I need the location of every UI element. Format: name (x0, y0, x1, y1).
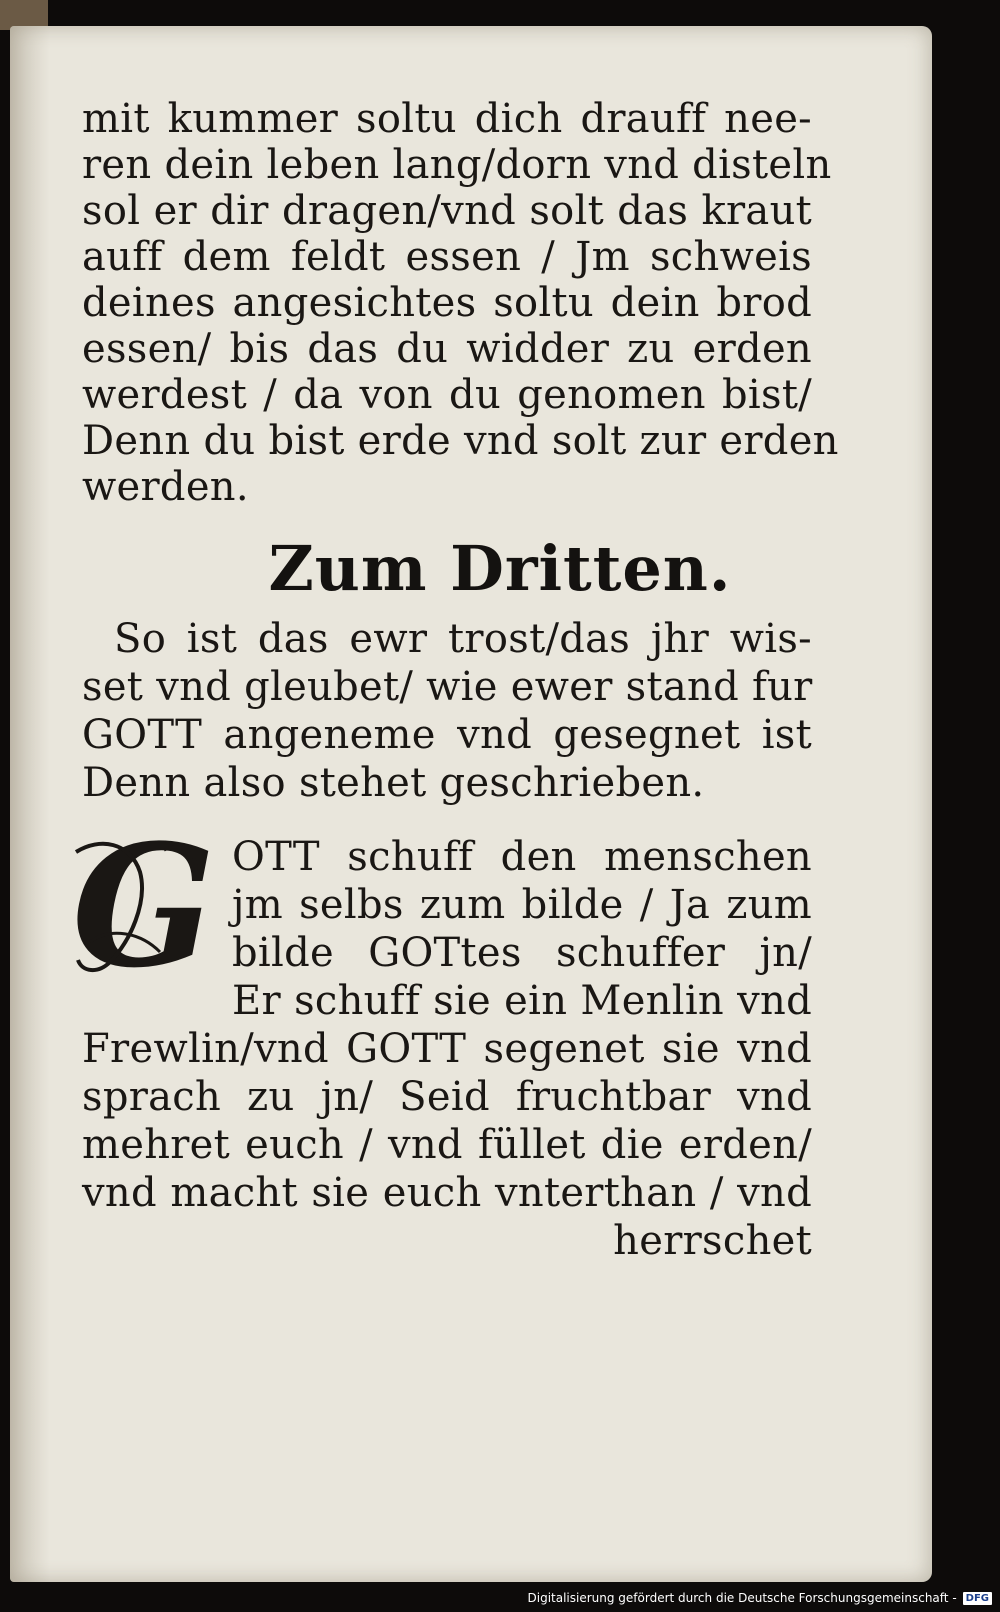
footer-text: Digitalisierung gefördert durch die Deutsche Forschungsgemeinschaft - (527, 1591, 957, 1605)
text-line: mit kummer soltu dich drauff nee- (82, 96, 812, 142)
text-line: OTT schuff den menschen (232, 834, 812, 880)
text-line: sprach zu jn/ Seid fruchtbar vnd (82, 1074, 812, 1120)
text-line: Denn also stehet geschrieben. (82, 760, 705, 806)
text-line: Er schuff sie ein Menlin vnd (232, 978, 812, 1024)
book-page (10, 26, 932, 1582)
text-line: essen/ bis das du widder zu erden (82, 326, 812, 372)
text-line: vnd macht sie euch vnterthan / vnd (82, 1170, 812, 1216)
decorated-initial: G (72, 807, 216, 1005)
catchword: herrschet (613, 1218, 812, 1264)
digitization-footer (528, 1586, 993, 1610)
text-line: sol er dir dragen/vnd solt das kraut (82, 188, 812, 234)
text-line: deines angesichtes soltu dein brod (82, 280, 812, 326)
text-line: Frewlin/vnd GOTT segenet sie vnd (82, 1026, 812, 1072)
text-line: GOTT angeneme vnd gesegnet ist (82, 712, 812, 758)
text-line: set vnd gleubet/ wie ewer stand fur (82, 664, 813, 710)
text-line: auff dem feldt essen / Jm schweis (82, 234, 812, 280)
text-line: jm selbs zum bilde / Ja zum (232, 882, 812, 928)
text-line: werdest / da von du genomen bist/ (82, 372, 812, 418)
section-heading: Zum Dritten. (268, 532, 732, 605)
initial-flourish-icon (70, 832, 208, 982)
text-line: werden. (82, 464, 249, 510)
text-line: ren dein leben lang/dorn vnd disteln (82, 142, 832, 188)
text-line: mehret euch / vnd füllet die erden/ (82, 1122, 812, 1168)
text-line: So ist das ewr trost/das jhr wis- (114, 616, 812, 662)
text-line: bilde GOTtes schuffer jn/ (232, 930, 812, 976)
dfg-logo: DFG (963, 1592, 992, 1605)
text-line: Denn du bist erde vnd solt zur erden (82, 418, 839, 464)
